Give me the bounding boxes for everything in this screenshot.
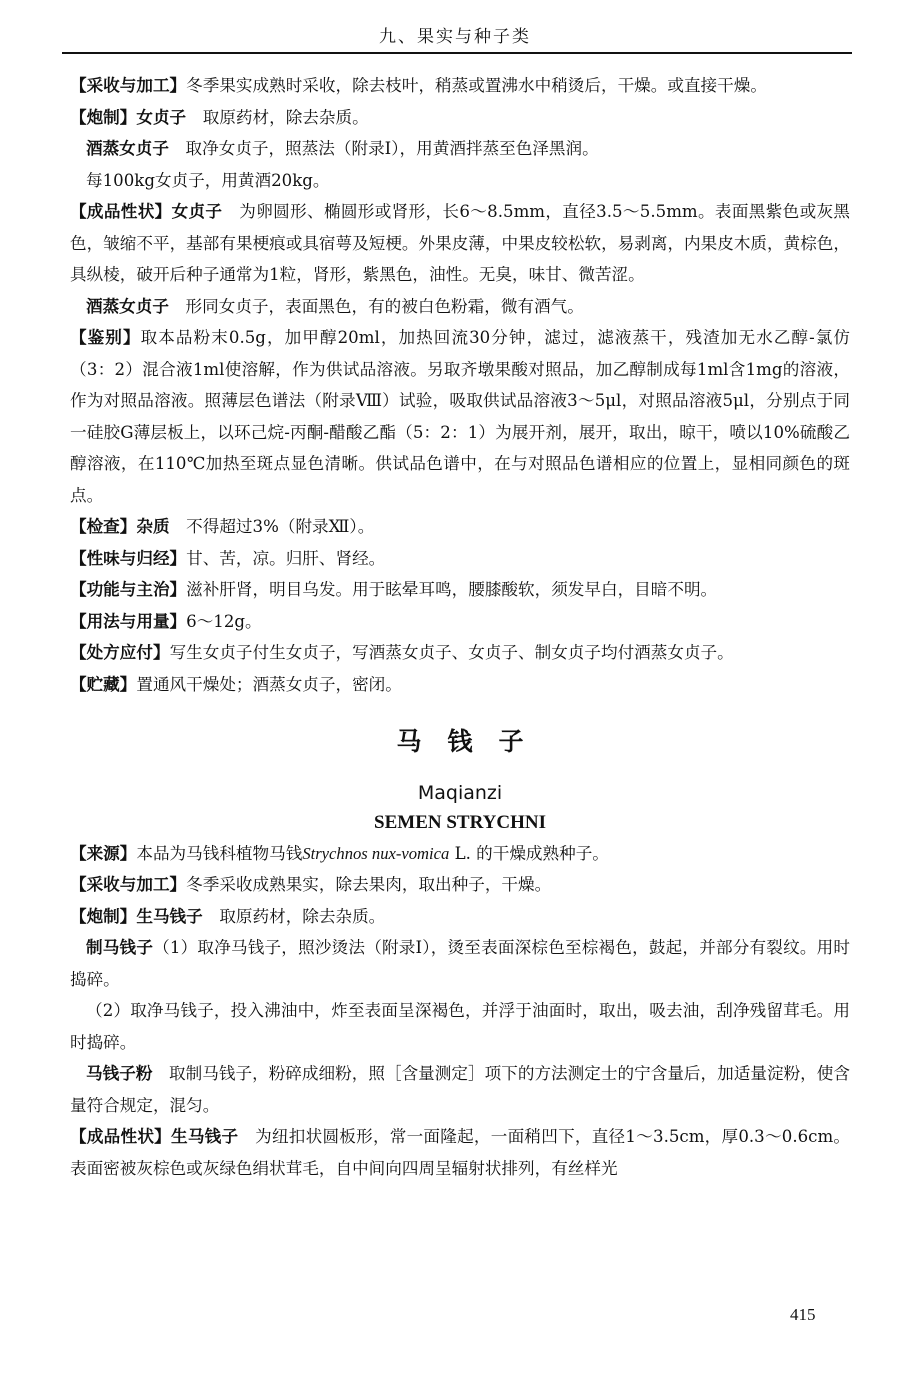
- section-tag: 【炮制】: [70, 107, 137, 127]
- paragraph-harvest: [70, 70, 850, 102]
- paragraph-text: 每100kg女贞子，用黄酒20kg。: [86, 170, 330, 190]
- paragraph-text: （1）取净马钱子，照沙烫法（附录Ⅰ），烫至表面深棕色至棕褐色，鼓起，并部分有裂纹。用时捣碎。: [70, 938, 851, 989]
- paragraph-text: 冬季采收成熟果实，除去果肉，取出种子，干燥。: [186, 875, 552, 894]
- subheading: 酒蒸女贞子: [86, 139, 169, 158]
- paragraph-text: 本品为马钱科植物马钱: [136, 843, 303, 863]
- section-tag: 【检查】: [70, 517, 137, 536]
- paragraph-text: 不得超过3%（附录Ⅻ）。: [169, 517, 375, 536]
- subheading: 杂质: [136, 517, 170, 536]
- paragraph-text: 为纽扣状圆板形，常一面隆起，一面稍凹下，直径1～3.5cm，厚0.3～0.6cm。表面密被灰棕色或灰绿色绢状茸毛，自中间向四周呈辐射状排列，有丝样光: [70, 1127, 851, 1178]
- paragraph-harvest: [70, 869, 850, 901]
- paragraph-text: 甘、苦，凉。归肝、肾经。: [186, 548, 386, 568]
- subheading: 马钱子粉: [86, 1064, 153, 1083]
- subheading: 生马钱子: [170, 1127, 239, 1146]
- paragraph-prescription: [70, 637, 850, 669]
- paragraph-identification: [70, 322, 850, 511]
- paragraph-text: 取净女贞子，照蒸法（附录Ⅰ），用黄酒拌蒸至色泽黑润。: [168, 139, 599, 158]
- subheading: 女贞子: [136, 107, 187, 127]
- section-tag: 【成品性状】: [70, 202, 172, 221]
- section-tag: 【功能与主治】: [70, 580, 187, 599]
- paragraph-dosage: [70, 606, 850, 638]
- section-tag: 【鉴别】: [70, 328, 141, 347]
- species-name: Strychnos nux-vomica: [302, 843, 450, 863]
- monograph-pinyin: Maqianzi: [417, 781, 503, 804]
- paragraph-wine-steamed: [70, 133, 850, 165]
- paragraph-text: 6～12g。: [186, 611, 262, 631]
- running-head: 九、果实与种子类: [379, 27, 531, 47]
- paragraph-description: [70, 1121, 850, 1184]
- paragraph-text: 取本品粉末0.5g，加甲醇20ml，加热回流30分钟，滤过，滤液蒸干，残渣加无水乙醇-氯仿（3：2）混合液1ml使溶解，作为供试品溶液。另取齐墩果酸对照品，加乙醇制成每1ml含1mg的溶液，作为对照品溶液。照薄层色谱法（附录Ⅷ）试验，吸取供试品溶液3～5μl，对照品溶液5μl，分别点于同一硅胶G薄层板上，以环己烷-丙酮-醋酸乙酯（5：2：1）为展开剂，展开，取出，晾干，喷以10%硫酸乙醇溶液，在110℃加热至斑点显色清晰。供试品色谱中，在与对照品色谱相应的位置上，显相同颜色的斑点。: [70, 328, 850, 505]
- section-tag: 【贮藏】: [70, 674, 137, 694]
- section-tag: 【采收与加工】: [70, 875, 187, 894]
- paragraph-prepared-method-2: [70, 995, 850, 1058]
- subheading: 生马钱子: [136, 906, 203, 926]
- section-tag: 【成品性状】: [70, 1127, 171, 1146]
- paragraph-prepared-method-1: [70, 932, 850, 995]
- paragraph-text: 取制马钱子，粉碎成细粉，照［含量测定］项下的方法测定士的宁含量后，加适量淀粉，使含量符合规定，混匀。: [70, 1064, 850, 1115]
- paragraph-text: 滋补肝肾，明目乌发。用于眩晕耳鸣，腰膝酸软，须发早白，目暗不明。: [186, 580, 718, 599]
- subheading: 女贞子: [171, 202, 223, 221]
- section-tag: 【采收与加工】: [70, 76, 187, 95]
- section-tag: 【处方应付】: [70, 643, 170, 662]
- paragraph-source: [70, 838, 850, 870]
- paragraph-text: 形同女贞子，表面黑色，有的被白色粉霜，微有酒气。: [168, 296, 584, 316]
- paragraph-text: 置通风干燥处；酒蒸女贞子，密闭。: [136, 674, 402, 694]
- paragraph-wine-steamed-description: [70, 291, 850, 323]
- paragraph-text: 为卵圆形、椭圆形或肾形，长6～8.5mm，直径3.5～5.5mm。表面黑紫色或灰黑色，皱缩不平，基部有果梗痕或具宿萼及短梗。外果皮薄，中果皮较松软，易剥离，内果皮木质，黄棕色，具纵棱，破开后种子通常为1粒，肾形，紫黑色，油性。无臭，味甘、微苦涩。: [70, 202, 851, 284]
- subheading: 酒蒸女贞子: [86, 296, 169, 316]
- subheading: 制马钱子: [86, 938, 154, 957]
- section-tag: 【炮制】: [70, 906, 137, 926]
- paragraph-text: 写生女贞子付生女贞子，写酒蒸女贞子、女贞子、制女贞子均付酒蒸女贞子。: [169, 643, 734, 662]
- page-number: 415: [790, 1305, 816, 1324]
- monograph-title: 马钱子: [396, 727, 550, 756]
- monograph-latin-name: SEMEN STRYCHNI: [374, 811, 546, 833]
- section-tag: 【用法与用量】: [70, 611, 187, 631]
- page-body: [70, 70, 850, 1184]
- paragraph-powder: [70, 1058, 850, 1121]
- paragraph-text: L. 的干燥成熟种子。: [449, 843, 609, 863]
- paragraph-storage: [70, 669, 850, 701]
- paragraph-function: [70, 574, 850, 606]
- paragraph-description: [70, 196, 850, 291]
- section-tag: 【性味与归经】: [70, 548, 187, 568]
- paragraph-nature-meridian: [70, 543, 850, 575]
- paragraph-processing: [70, 102, 850, 134]
- header-rule: [62, 52, 852, 54]
- paragraph-text: 取原药材，除去杂质。: [202, 906, 386, 926]
- paragraph-processing: [70, 901, 850, 933]
- section-tag: 【来源】: [70, 843, 137, 863]
- paragraph-text: 取原药材，除去杂质。: [186, 107, 369, 127]
- paragraph-text: （2）取净马钱子，投入沸油中，炸至表面呈深褐色，并浮于油面时，取出，吸去油，刮净残留茸毛。用时捣碎。: [70, 1001, 850, 1052]
- paragraph-ratio: [70, 165, 850, 197]
- paragraph-inspection: [70, 511, 850, 543]
- paragraph-text: 冬季果实成熟时采收，除去枝叶，稍蒸或置沸水中稍烫后，干燥。或直接干燥。: [186, 76, 767, 95]
